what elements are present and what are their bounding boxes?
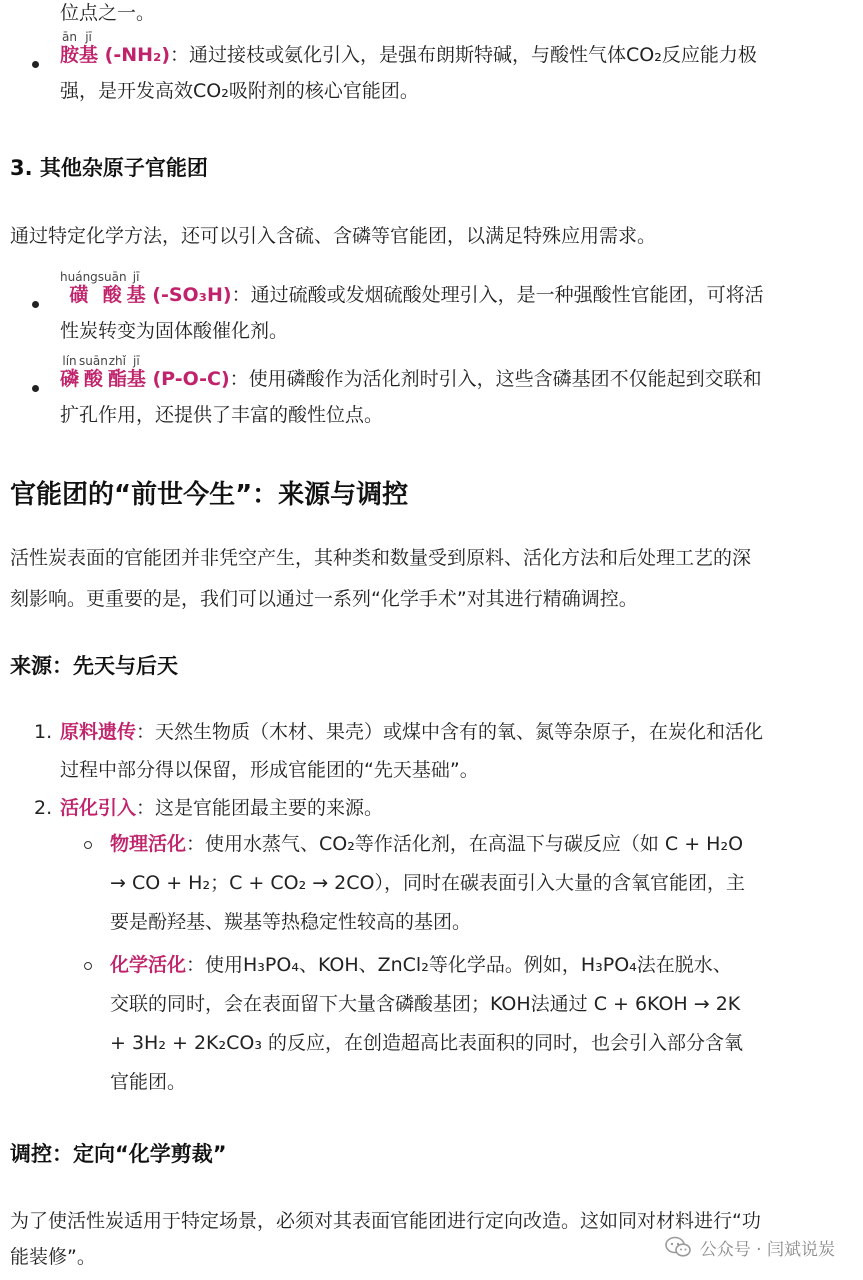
phosphate-label: 磷lín酸suān酯zhǐ基jī (P-O-C): [60, 354, 230, 390]
origin-paragraph-line2: 刻影响。更重要的是，我们可以通过一系列“化学手术”对其进行精确调控。: [10, 588, 638, 610]
amine-label: 胺ān基jī (-NH₂): [60, 30, 171, 66]
amine-list: [10, 31, 858, 109]
control-paragraph-line1: 为了使活性炭适用于特定场景，必须对其表面官能团进行定向改造。这如同对材料进行“功: [10, 1210, 761, 1232]
bullet-dot: [32, 301, 39, 308]
source-item-raw-material: 1. 原料遗传：天然生物质（木材、果壳）或煤中含有的氧、氮等杂原子，在炭化和活化 过程中部分得以保留，形成官能团的“先天基础”。: [10, 713, 858, 789]
origin-heading: 官能团的“前世今生”：来源与调控: [10, 480, 409, 510]
section-heading-3: 3. 其他杂原子官能团: [10, 156, 208, 180]
sources-heading: 来源：先天与后天: [10, 654, 178, 678]
activation-sublist: [60, 825, 858, 1102]
source-item-activation: 2. 活化引入：这是官能团最主要的来源。: [10, 789, 858, 827]
list-item-amine: 胺ān基jī (-NH₂)：通过接枝或氨化引入，是强布朗斯特碱，与酸性气体CO₂反应能力极 强，是开发高效CO₂吸附剂的核心官能团。: [10, 31, 858, 109]
bullet-dot: [32, 61, 39, 68]
control-heading: 调控：定向“化学剪裁”: [10, 1142, 227, 1166]
sulfonic-label: 磺huáng酸suān基jī (-SO₃H): [60, 270, 232, 306]
section3-paragraph: 通过特定化学方法，还可以引入含硫、含磷等官能团，以满足特殊应用需求。: [10, 225, 657, 247]
origin-paragraph-line1: 活性炭表面的官能团并非凭空产生，其种类和数量受到原料、活化方法和后处理工艺的深: [10, 547, 752, 569]
list-number: 1.: [34, 721, 53, 743]
source-label: 原料遗传: [60, 721, 137, 743]
list-number: 2.: [34, 797, 53, 819]
bullet-ring: [84, 841, 92, 849]
subitem-chemical-activation: 化学活化：使用H₃PO₄、KOH、ZnCl₂等化学品。例如，H₃PO₄法在脱水、 交联的同时，会在表面留下大量含磷酸基团；KOH法通过 C + 6KOH → 2K + 3H₂ + 2K₂CO₃ 的反应，在创造超高比表面积的同时，也会引入部分含氧 官能团。: [60, 946, 858, 1102]
watermark: [664, 1233, 835, 1261]
wechat-icon: [664, 1235, 692, 1259]
control-paragraph-line2: 能装修”。: [10, 1246, 96, 1268]
bullet-ring: [84, 962, 92, 970]
bullet-dot: [32, 385, 39, 392]
intro-tail: 位点之一。: [60, 2, 156, 24]
subitem-physical-activation: 物理活化：使用水蒸气、CO₂等作活化剂，在高温下与碳反应（如 C + H₂O → CO + H₂；C + CO₂ → 2CO），同时在碳表面引入大量的含氧官能团，主 要是酚羟基、羰基等热稳定性较高的基团。: [60, 825, 858, 942]
watermark-text: 公众号 · 闫斌说炭: [699, 1239, 835, 1260]
list-item-sulfonic: 磺huáng酸suān基jī (-SO₃H)：通过硫酸或发烟硫酸处理引入，是一种强酸性官能团，可将活 性炭转变为固体酸催化剂。: [10, 271, 858, 349]
sources-list: [10, 713, 858, 827]
source-label: 活化引入: [60, 797, 137, 819]
list-item-phosphate: 磷lín酸suān酯zhǐ基jī (P-O-C)：使用磷酸作为活化剂时引入，这些含磷基团不仅能起到交联和 扩孔作用，还提供了丰富的酸性位点。: [10, 355, 858, 433]
heteroatom-list: [10, 271, 858, 433]
